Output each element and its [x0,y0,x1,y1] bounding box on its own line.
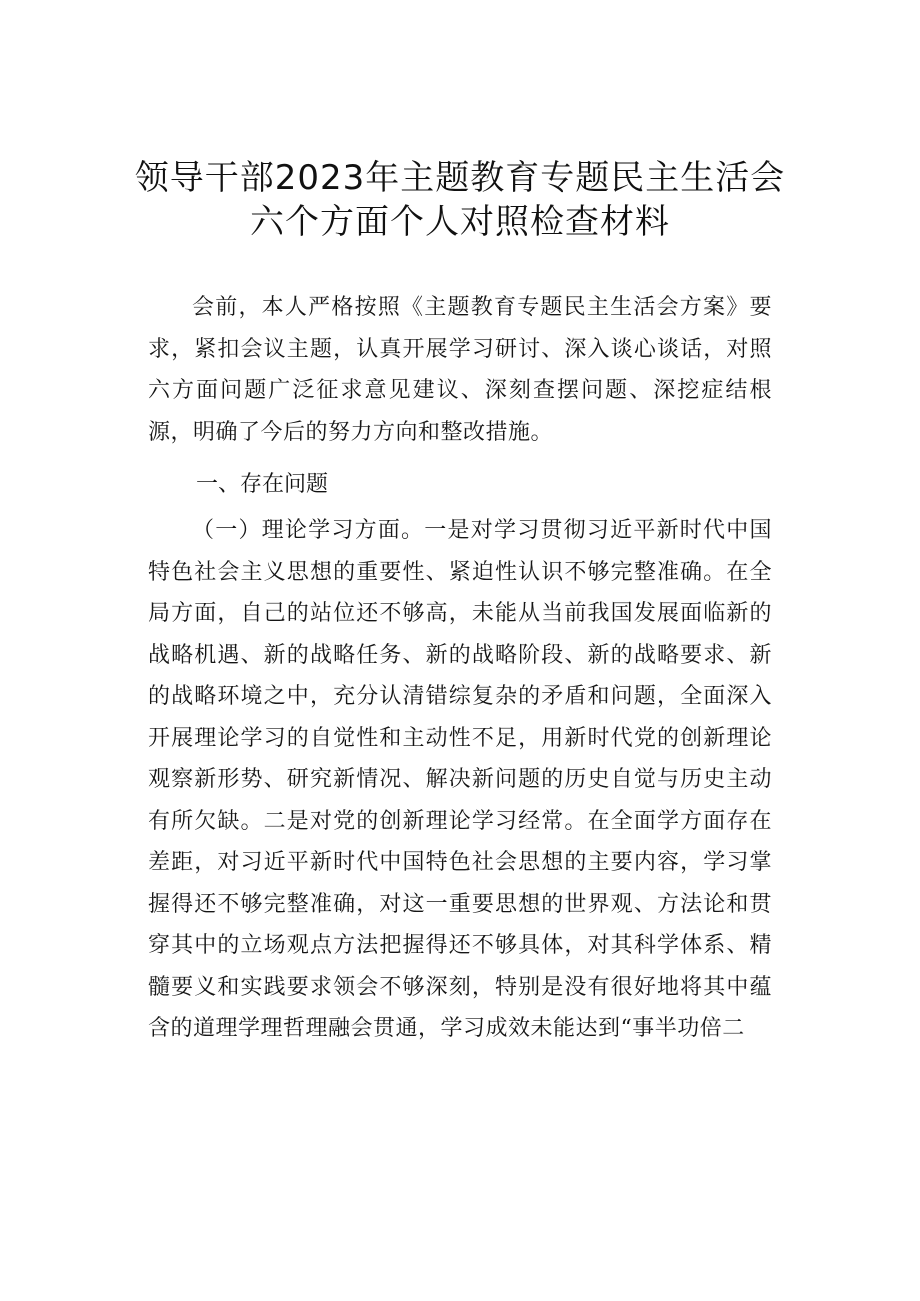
document-title-line-1: 领导干部2023年主题教育专题民主生活会 [134,158,786,198]
intro-paragraph: 会前，本人严格按照《主题教育专题民主生活会方案》要求，紧扣会议主题，认真开展学习研讨、深入谈心谈话，对照六方面问题广泛征求意见建议、深刻查摆问题、深挖症结根源，明确了今后的努力方向和整改措施。 [148,295,772,445]
theory-study-paragraph: （一）理论学习方面。一是对学习贯彻习近平新时代中国特色社会主义思想的重要性、紧迫性认识不够完整准确。在全局方面，自己的站位还不够高，未能从当前我国发展面临新的战略机遇、新的战略任务、新的战略阶段、新的战略要求、新的战略环境之中，充分认清错综复杂的矛盾和问题，全面深入开展理论学习的自觉性和主动性不足，用新时代党的创新理论观察新形势、研究新情况、解决新问题的历史自觉与历史主动有所欠缺。二是对党的创新理论学习经常。在全面学方面存在差距，对习近平新时代中国特色社会思想的主要内容，学习掌握得还不够完整准确，对这一重要思想的世界观、方法论和贯穿其中的立场观点方法把握得还不够具体，对其科学体系、精髓要义和实践要求领会不够深刻，特别是没有很好地将其中蕴含的道理学理哲理融会贯通，学习成效未能达到“事半功倍二 [148,518,772,1041]
document-title-line-2: 六个方面个人对照检查材料 [250,202,670,242]
section-heading-problems: 一、存在问题 [196,472,329,497]
